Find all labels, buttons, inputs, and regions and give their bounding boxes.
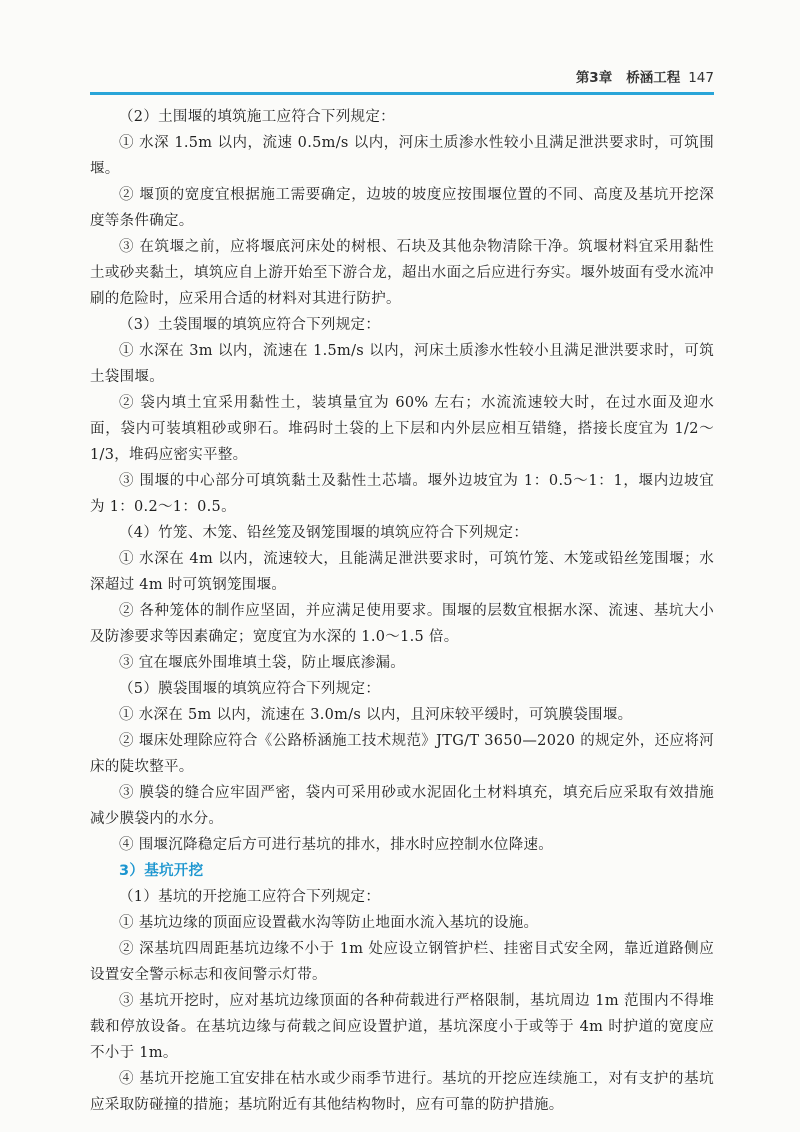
paragraph: （5）膜袋围堰的填筑应符合下列规定：	[119, 681, 381, 697]
paragraph: ① 水深在 3m 以内，流速在 1.5m/s 以内，河床土质渗水性较小且满足泄洪要求时，可筑土袋围堰。	[90, 343, 714, 385]
paragraph: ① 基坑边缘的顶面应设置截水沟等防止地面水流入基坑的设施。	[119, 915, 539, 931]
paragraph: ③ 围堰的中心部分可填筑黏土及黏性土芯墙。堰外边坡宜为 1：0.5～1：1，堰内边坡宜为 1：0.2～1：0.5。	[90, 473, 714, 515]
paragraph: ① 水深在 5m 以内，流速在 3.0m/s 以内，且河床较平缓时，可筑膜袋围堰。	[119, 707, 633, 723]
paragraph: （2）土围堰的填筑施工应符合下列规定：	[119, 109, 395, 125]
header-rule	[90, 92, 714, 95]
section-heading: 3）基坑开挖	[119, 863, 204, 879]
paragraph: ③ 膜袋的缝合应牢固严密，袋内可采用砂或水泥固化土材料填充，填充后应采取有效措施减少膜袋内的水分。	[90, 785, 714, 827]
paragraph: （1）基坑的开挖施工应符合下列规定：	[119, 889, 381, 905]
paragraph: （3）土袋围堰的填筑应符合下列规定：	[119, 317, 381, 333]
paragraph: ③ 宜在堰底外围堆填土袋，防止堰底渗漏。	[119, 655, 406, 671]
chapter-number: 第3章	[575, 70, 613, 86]
paragraph: ② 堰顶的宽度宜根据施工需要确定，边坡的坡度应按围堰位置的不同、高度及基坑开挖深度等条件确定。	[90, 187, 714, 229]
paragraph: ③ 基坑开挖时，应对基坑边缘顶面的各种荷载进行严格限制，基坑周边 1m 范围内不得堆载和停放设备。在基坑边缘与荷载之间应设置护道，基坑深度小于或等于 4m 时护道的宽度应不小于 1m。	[90, 993, 714, 1061]
paragraph: ④ 围堰沉降稳定后方可进行基坑的排水，排水时应控制水位降速。	[119, 837, 554, 853]
page-body	[90, 104, 714, 1118]
paragraph: ② 袋内填土宜采用黏性土，装填量宜为 60% 左右；水流流速较大时，在过水面及迎水面，袋内可装填粗砂或卵石。堆码时土袋的上下层和内外层应相互错缝，搭接长度宜为 1/2～1/3，堆码应密实平整。	[90, 395, 714, 463]
page-number: 147	[688, 70, 714, 86]
paragraph: ④ 基坑开挖施工宜安排在枯水或少雨季节进行。基坑的开挖应连续施工，对有支护的基坑应采取防碰撞的措施；基坑附近有其他结构物时，应有可靠的防护措施。	[90, 1071, 714, 1113]
paragraph: ② 堰床处理除应符合《公路桥涵施工技术规范》JTG/T 3650—2020 的规定外，还应将河床的陡坎整平。	[90, 733, 714, 775]
paragraph: ③ 在筑堰之前，应将堰底河床处的树根、石块及其他杂物清除干净。筑堰材料宜采用黏性土或砂夹黏土，填筑应自上游开始至下游合龙，超出水面之后应进行夯实。堰外坡面有受水流冲刷的危险时，应采用合适的材料对其进行防护。	[90, 239, 714, 307]
header-text	[576, 66, 714, 86]
chapter-title: 桥涵工程	[626, 70, 681, 86]
paragraph: ② 深基坑四周距基坑边缘不小于 1m 处应设立钢管护栏、挂密目式安全网，靠近道路侧应设置安全警示标志和夜间警示灯带。	[90, 941, 714, 983]
running-header	[90, 66, 714, 94]
paragraph: ① 水深 1.5m 以内，流速 0.5m/s 以内，河床土质渗水性较小且满足泄洪要求时，可筑围堰。	[90, 135, 714, 177]
paragraph: ② 各种笼体的制作应坚固，并应满足使用要求。围堰的层数宜根据水深、流速、基坑大小及防渗要求等因素确定；宽度宜为水深的 1.0～1.5 倍。	[90, 603, 714, 645]
paragraph: （4）竹笼、木笼、铅丝笼及钢笼围堰的填筑应符合下列规定：	[119, 525, 529, 541]
paragraph: ① 水深在 4m 以内，流速较大，且能满足泄洪要求时，可筑竹笼、木笼或铅丝笼围堰；水深超过 4m 时可筑钢笼围堰。	[90, 551, 714, 593]
